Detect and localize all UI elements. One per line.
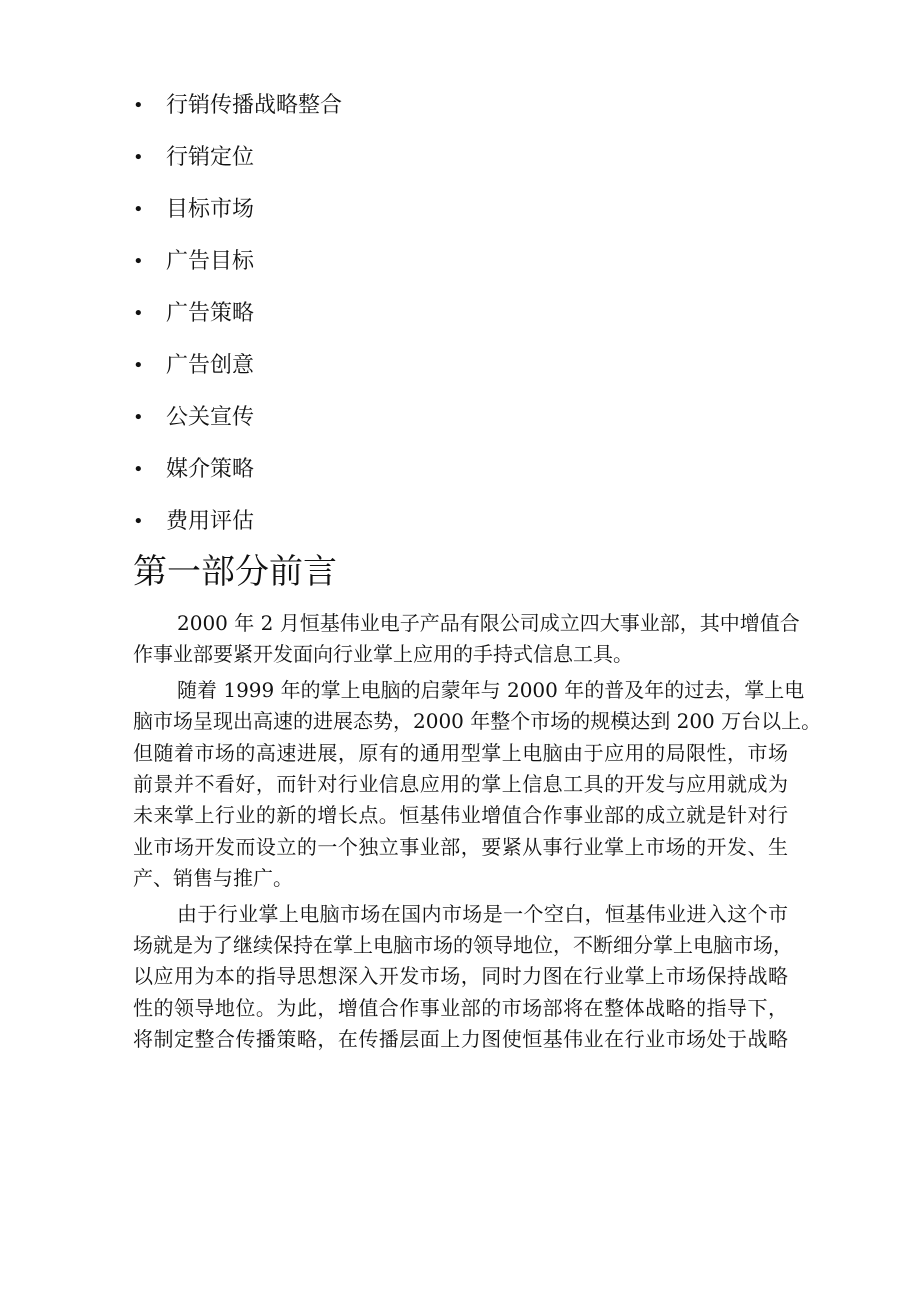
- bullet-icon: •: [133, 147, 144, 168]
- bullet-icon: •: [133, 199, 144, 220]
- paragraph-line: 业市场开发而设立的一个独立事业部，要紧从事行业掌上市场的开发、生: [133, 834, 788, 859]
- bullet-icon: •: [133, 251, 144, 272]
- paragraph: [133, 608, 800, 671]
- outline-item: [133, 396, 342, 448]
- outline-item-text: 行销传播战略整合: [166, 93, 343, 118]
- outline-list: [133, 84, 342, 552]
- paragraph-line: 未来掌上行业的新的增长点。恒基伟业增值合作事业部的成立就是针对行: [133, 803, 788, 828]
- paragraph-line: 性的领导地位。为此，增值合作事业部的市场部将在整体战略的指导下，: [133, 995, 788, 1020]
- outline-item: [133, 292, 342, 344]
- bullet-icon: •: [133, 459, 144, 480]
- paragraph-line: 作事业部要紧开发面向行业掌上应用的手持式信息工具。: [133, 642, 633, 667]
- outline-item: [133, 240, 342, 292]
- paragraph-line: 将制定整合传播策略，在传播层面上力图使恒基伟业在行业市场处于战略: [133, 1027, 788, 1052]
- paragraph-line: 以应用为本的指导思想深入开发市场，同时力图在行业掌上市场保持战略: [133, 964, 788, 989]
- outline-item-text: 广告策略: [166, 301, 255, 326]
- outline-item: [133, 344, 342, 396]
- bullet-icon: •: [133, 407, 144, 428]
- bullet-icon: •: [133, 511, 144, 532]
- outline-item-text: 行销定位: [166, 145, 255, 170]
- paragraph-line: 2000 年 2 月恒基伟业电子产品有限公司成立四大事业部，其中增值合: [177, 611, 800, 635]
- outline-item-text: 广告目标: [166, 249, 255, 274]
- outline-item-text: 目标市场: [166, 197, 255, 222]
- paragraph-line: 由于行业掌上电脑市场在国内市场是一个空白，恒基伟业进入这个市: [177, 901, 788, 926]
- paragraph: [133, 675, 822, 895]
- outline-item-text: 公关宣传: [166, 405, 255, 430]
- outline-item: [133, 136, 342, 188]
- outline-item: [133, 84, 342, 136]
- outline-item-text: 媒介策略: [166, 457, 255, 482]
- outline-item-text: 费用评估: [166, 509, 255, 534]
- outline-item: [133, 188, 342, 240]
- paragraph-line: 前景并不看好，而针对行业信息应用的掌上信息工具的开发与应用就成为: [133, 772, 788, 797]
- outline-item-text: 广告创意: [166, 353, 255, 378]
- paragraph-line: 随着 1999 年的掌上电脑的启蒙年与 2000 年的普及年的过去，掌上电: [177, 677, 805, 702]
- paragraph-line: 但随着市场的高速进展，原有的通用型掌上电脑由于应用的局限性，市场: [133, 740, 788, 765]
- section-heading: 第一部分前言: [133, 552, 337, 592]
- bullet-icon: •: [133, 355, 144, 376]
- bullet-icon: •: [133, 95, 144, 116]
- paragraph-line: 场就是为了继续保持在掌上电脑市场的领导地位，不断细分掌上电脑市场，: [133, 933, 793, 958]
- paragraph-line: 产、销售与推广。: [133, 866, 293, 891]
- bullet-icon: •: [133, 303, 144, 324]
- paragraph: [133, 899, 793, 1056]
- paragraph-line: 脑市场呈现出高速的进展态势，2000 年整个市场的规模达到 200 万台以上。: [133, 709, 822, 734]
- body-text: [133, 608, 822, 1060]
- outline-item: [133, 448, 342, 500]
